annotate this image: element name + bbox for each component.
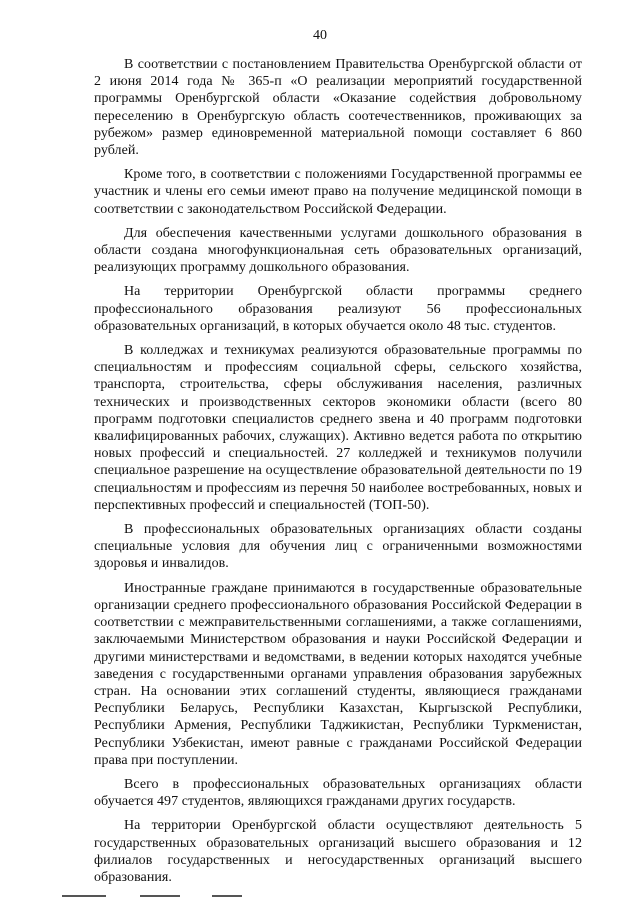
paragraph-3: Для обеспечения качественными услугами дошкольного образования в области создана многофункциональная сеть образовательных организаций, реализующих программу дошкольного образования. bbox=[94, 225, 582, 276]
body-text bbox=[94, 56, 582, 886]
paragraph-8: Всего в профессиональных образовательных организациях области обучается 497 студентов, являющихся гражданами других государств. bbox=[94, 776, 582, 810]
scan-mark bbox=[140, 895, 180, 897]
paragraph-5: В колледжах и техникумах реализуются образовательные программы по специальностям и профессиям социальной сферы, сельского хозяйства, транспорта, строительства, сферы обслуживания населения, различных технических и производственных секторов экономики области (всего 80 программ подготовки специалистов среднего звена и 40 программ подготовки квалифицированных рабочих, служащих). Активно ведется работа по открытию новых профессий и специальностей. 27 колледжей и техникумов получили специальное разрешение на осуществление образовательной деятельности по 19 специальностям и профессиям из перечня 50 наиболее востребованных, новых и перспективных профессий и специальностей (ТОП-50). bbox=[94, 343, 582, 513]
scan-mark bbox=[62, 895, 106, 897]
paragraph-2: Кроме того, в соответствии с положениями Государственной программы ее участник и члены его семьи имеют право на получение медицинской помощи в соответствии с законодательством Российской Федерации. bbox=[94, 167, 582, 217]
paragraph-6: В профессиональных образовательных организациях области созданы специальные условия для обучения лиц с ограниченными возможностями здоровья и инвалидов. bbox=[94, 522, 582, 572]
paragraph-1: В соответствии с постановлением Правительства Оренбургской области от 2 июня 2014 года № 365-п «О реализации мероприятий государственной программы Оренбургской области «Оказание содействия добровольному переселению в Оренбургскую область соотечественников, проживающих за рубежом» размер единовременной материальной помощи составляет 6 860 рублей. bbox=[94, 57, 582, 159]
footer-scan-marks bbox=[62, 893, 262, 899]
paragraph-9: На территории Оренбургской области осуществляют деятельность 5 государственных образовательных организаций высшего образования и 12 филиалов государственных и негосударственных организаций высшего образования. bbox=[94, 818, 582, 885]
scan-mark bbox=[212, 895, 242, 897]
paragraph-7: Иностранные граждане принимаются в государственные образовательные организации среднего профессионального образования Российской Федерации в соответствии с межправительственными соглашениями, а также соглашениями, заключаемыми Министерством образования и науки Российской Федерации и другими министерствами и ведомствами, в ведении которых находятся учебные заведения с государственными органами управления образования зарубежных стран. На основании этих соглашений студенты, являющиеся гражданами Республики Беларусь, Республики Казахстан, Кыргызской Республики, Республики Армения, Республики Таджикистан, Республики Туркменистан, Республики Узбекистан, имеют равные с гражданами Российской Федерации права при поступлении. bbox=[94, 580, 582, 768]
page-number: 40 bbox=[313, 28, 327, 43]
paragraph-4: На территории Оренбургской области программы среднего профессионального образования реализуют 56 профессиональных образовательных организаций, в которых обучается около 48 тыс. студентов. bbox=[94, 284, 582, 334]
